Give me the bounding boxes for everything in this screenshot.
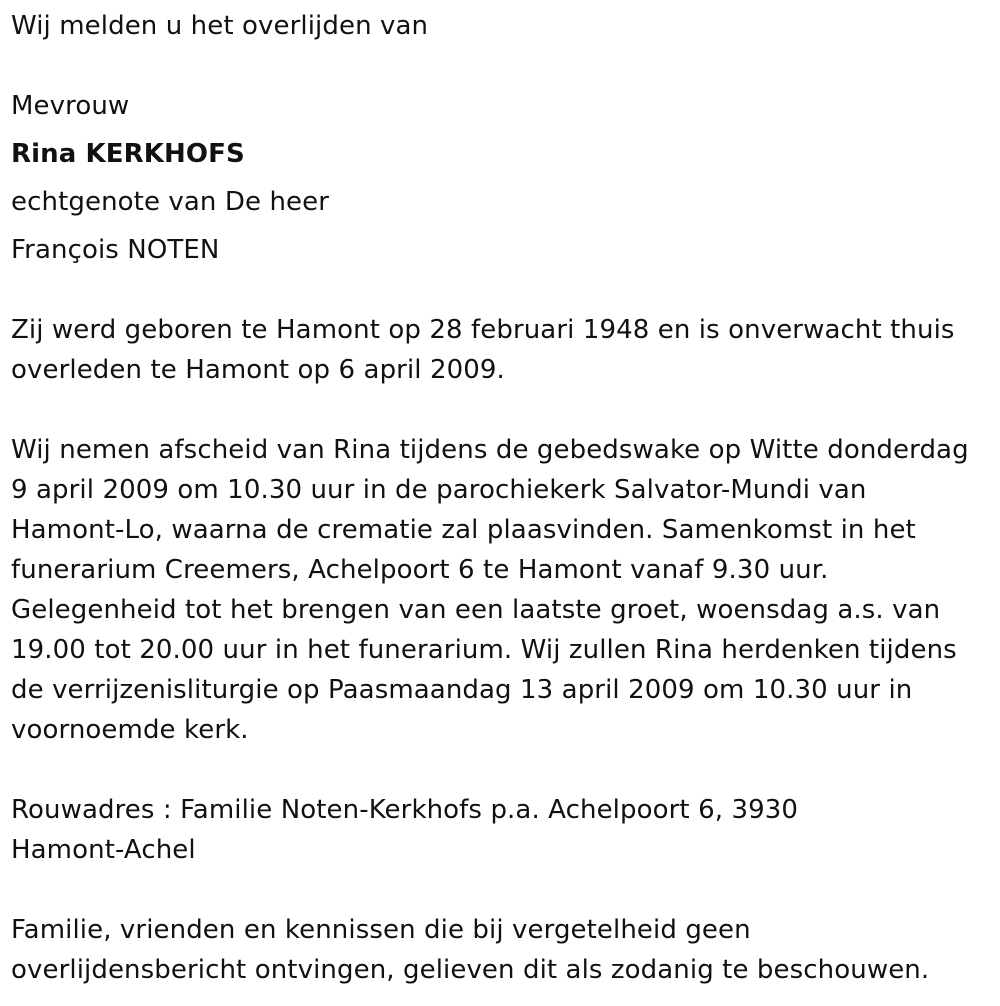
birth-death-line-1: Zij werd geboren te Hamont op 28 februari 1948 en is onverwacht thuis bbox=[11, 315, 955, 345]
ceremony-line-2: 9 april 2009 om 10.30 uur in de parochiekerk Salvator-Mundi van bbox=[11, 475, 867, 505]
ceremony-line-8: voornoemde kerk. bbox=[11, 715, 249, 745]
ceremony-line-4: funerarium Creemers, Achelpoort 6 te Hamont vanaf 9.30 uur. bbox=[11, 555, 829, 585]
closing-line-2: overlijdensbericht ontvingen, gelieven dit als zodanig te beschouwen. bbox=[11, 955, 930, 985]
spouse-line-1: echtgenote van De heer bbox=[11, 187, 330, 217]
deceased-name: Rina KERKHOFS bbox=[11, 139, 245, 169]
closing-line-1: Familie, vrienden en kennissen die bij vergetelheid geen bbox=[11, 915, 751, 945]
ceremony-line-1: Wij nemen afscheid van Rina tijdens de gebedswake op Witte donderdag bbox=[11, 435, 969, 465]
address-line-1: Rouwadres : Familie Noten-Kerkhofs p.a. Achelpoort 6, 3930 bbox=[11, 795, 799, 825]
ceremony-line-5: Gelegenheid tot het brengen van een laatste groet, woensdag a.s. van bbox=[11, 595, 941, 625]
ceremony-line-3: Hamont-Lo, waarna de crematie zal plaasvinden. Samenkomst in het bbox=[11, 515, 916, 545]
ceremony-line-6: 19.00 tot 20.00 uur in het funerarium. Wij zullen Rina herdenken tijdens bbox=[11, 635, 957, 665]
birth-death-line-2: overleden te Hamont op 6 april 2009. bbox=[11, 355, 505, 385]
intro-text: Wij melden u het overlijden van bbox=[11, 11, 429, 41]
address-line-2: Hamont-Achel bbox=[11, 835, 196, 865]
ceremony-line-7: de verrijzenisliturgie op Paasmaandag 13 april 2009 om 10.30 uur in bbox=[11, 675, 913, 705]
spouse-line-2: François NOTEN bbox=[11, 235, 220, 265]
title-text: Mevrouw bbox=[11, 91, 130, 121]
